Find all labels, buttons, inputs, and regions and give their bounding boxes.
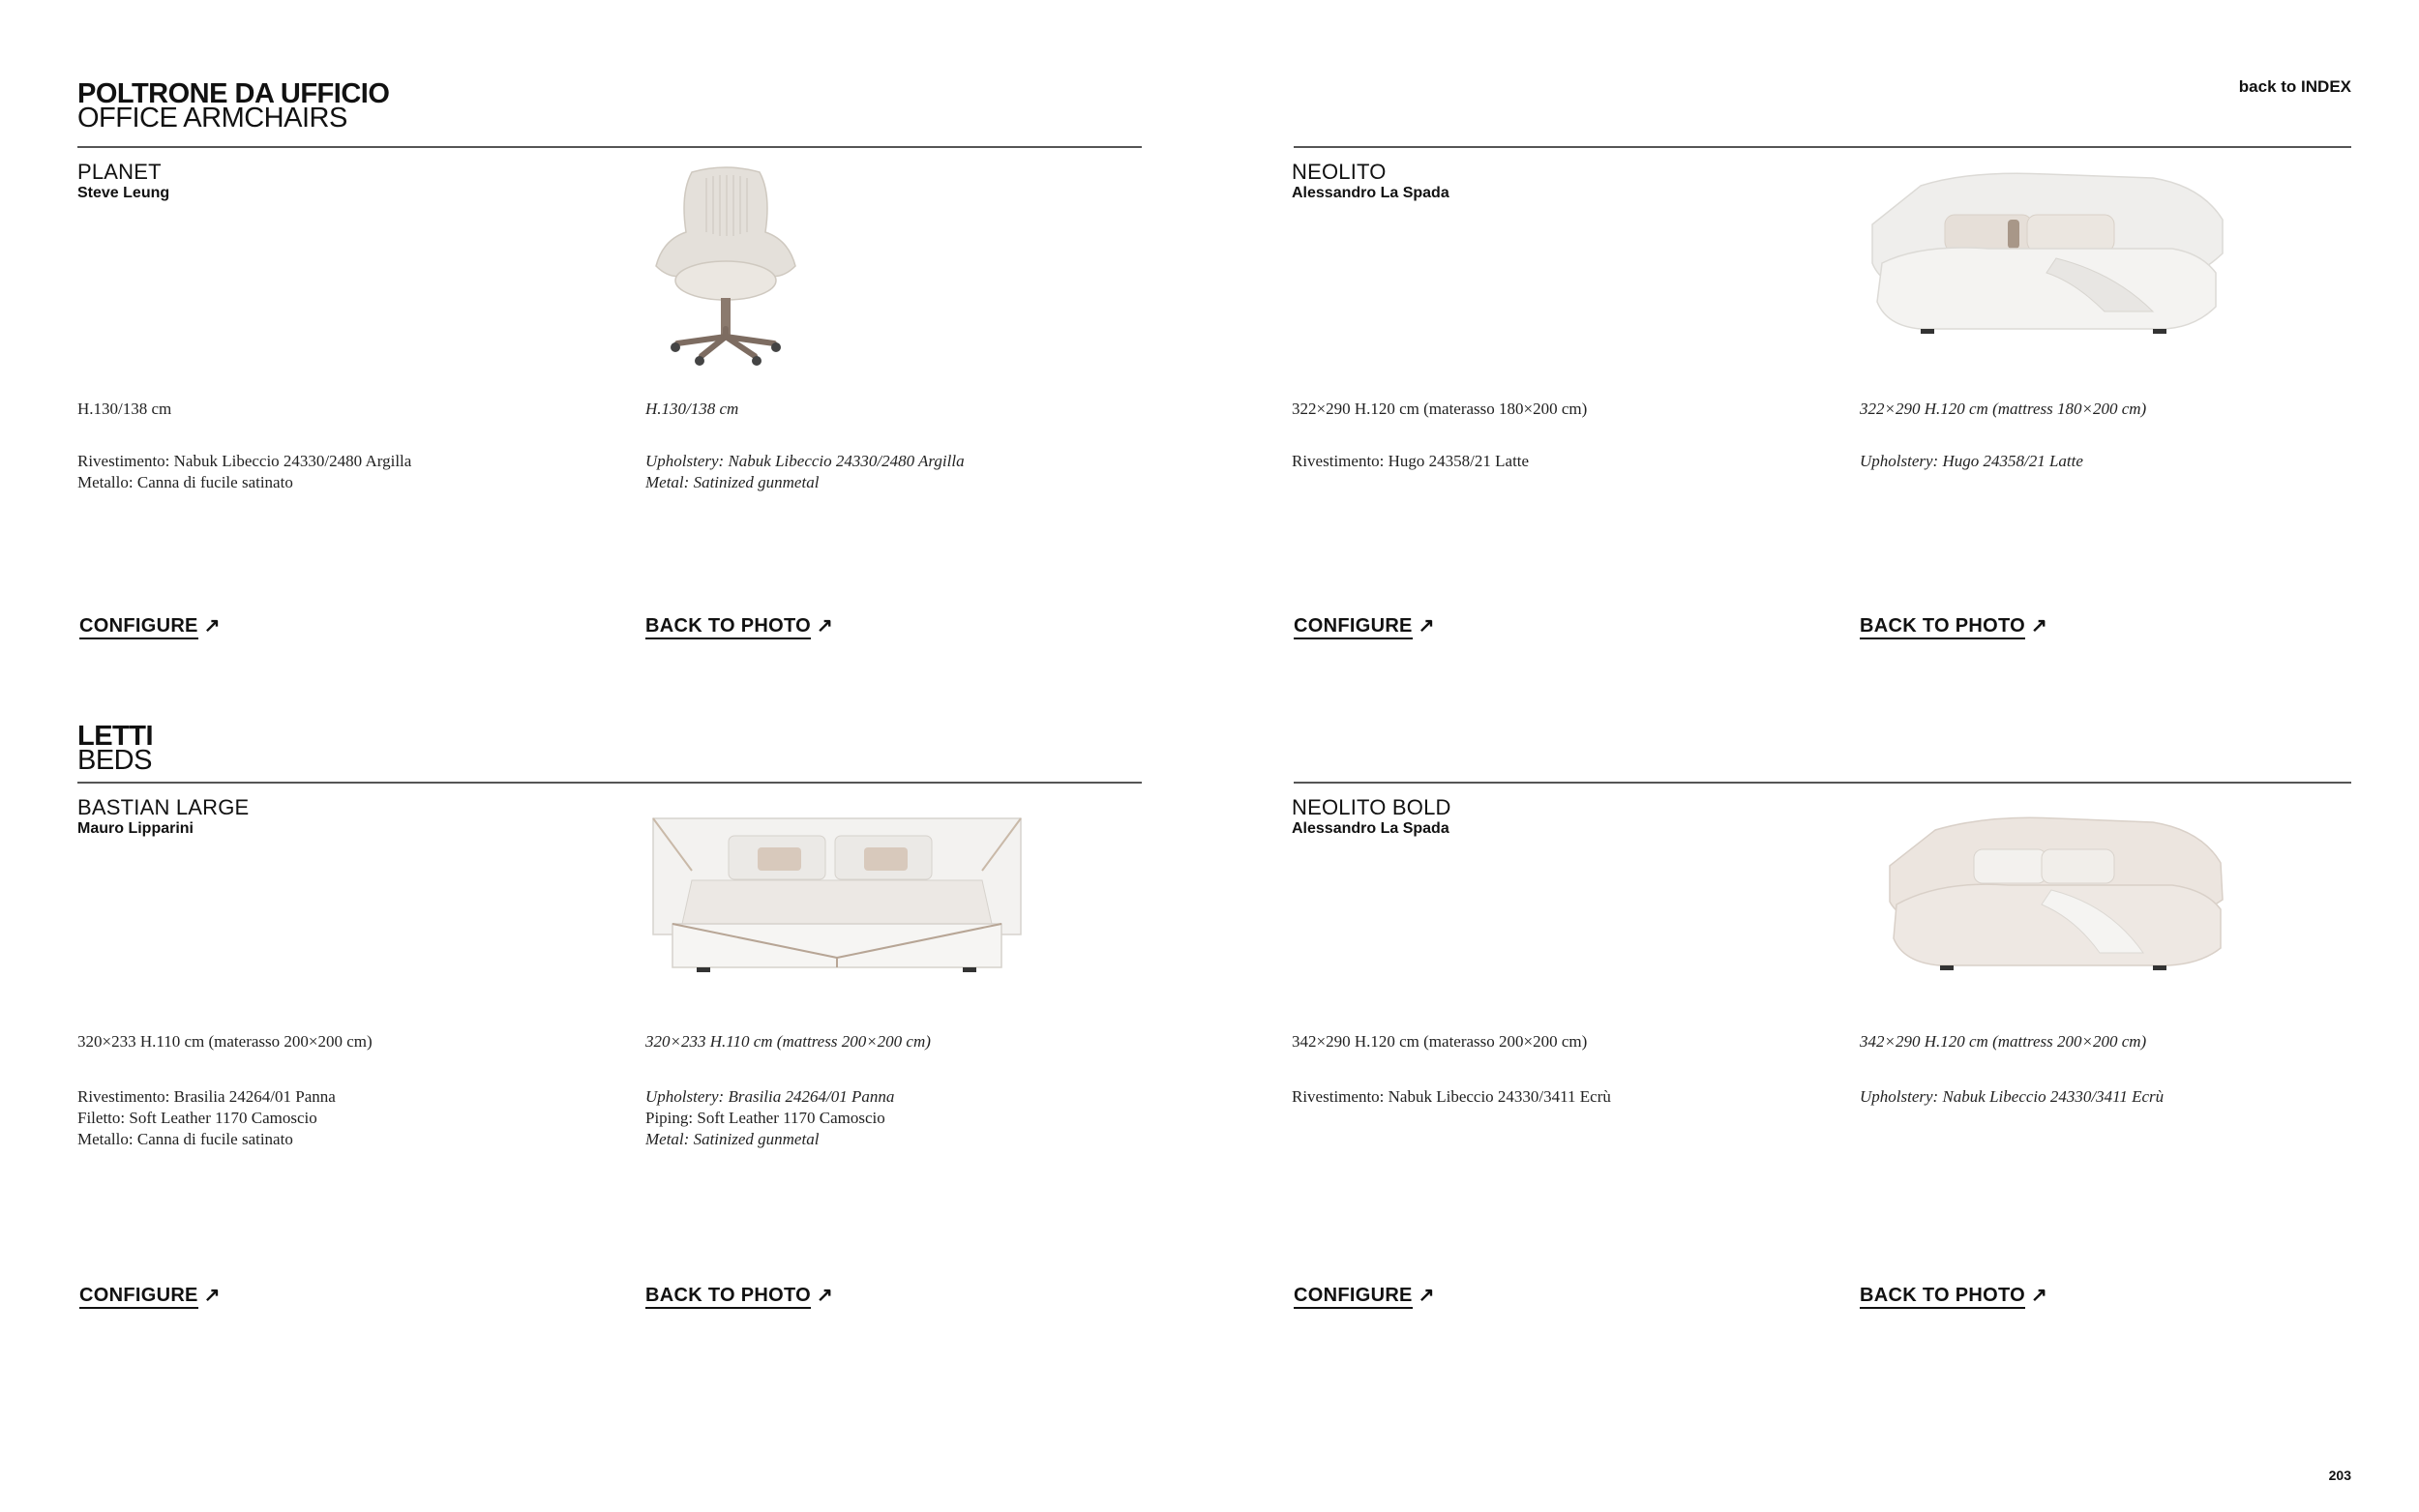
spec-line: Rivestimento: Nabuk Libeccio 24330/2480 Argilla bbox=[77, 452, 412, 470]
product-designer: Alessandro La Spada bbox=[1292, 820, 1449, 837]
dimensions-it: 322×290 H.120 cm (materasso 180×200 cm) bbox=[1292, 400, 1588, 418]
spec-line: Rivestimento: Hugo 24358/21 Latte bbox=[1292, 452, 1530, 470]
product-name: NEOLITO bbox=[1292, 160, 1387, 184]
divider bbox=[1294, 782, 2351, 784]
spec-line: Upholstery: Brasilia 24264/01 Panna bbox=[645, 1087, 895, 1106]
arrow-up-right-icon: ↗ bbox=[203, 615, 221, 637]
configure-label: CONFIGURE bbox=[1294, 615, 1413, 639]
specs-en bbox=[645, 451, 965, 493]
configure-link[interactable] bbox=[1294, 613, 1435, 637]
spec-line: Metallo: Canna di fucile satinato bbox=[77, 1130, 293, 1148]
product-designer: Mauro Lipparini bbox=[77, 820, 194, 837]
spec-line: Filetto: Soft Leather 1170 Camoscio bbox=[77, 1109, 317, 1127]
configure-label: CONFIGURE bbox=[79, 1285, 198, 1309]
configure-link[interactable] bbox=[1294, 1283, 1435, 1307]
section-title-en: OFFICE ARMCHAIRS bbox=[77, 103, 347, 133]
specs-en bbox=[1860, 1086, 2164, 1108]
divider bbox=[77, 146, 1142, 148]
back-to-photo-link[interactable] bbox=[1860, 1283, 2047, 1307]
spec-line: Metallo: Canna di fucile satinato bbox=[77, 473, 293, 491]
back-to-photo-label: BACK TO PHOTO bbox=[645, 1285, 811, 1309]
bed-photo bbox=[1882, 813, 2230, 977]
spec-line: Metal: Satinized gunmetal bbox=[645, 1130, 820, 1148]
back-to-photo-label: BACK TO PHOTO bbox=[1860, 1285, 2025, 1309]
spec-line: Upholstery: Nabuk Libeccio 24330/2480 Argilla bbox=[645, 452, 965, 470]
bed-photo bbox=[643, 813, 1079, 1006]
section-title-en: BEDS bbox=[77, 745, 152, 776]
section-title-it: LETTI bbox=[77, 721, 154, 752]
product-designer: Steve Leung bbox=[77, 185, 170, 201]
back-to-photo-label: BACK TO PHOTO bbox=[645, 615, 811, 639]
arrow-up-right-icon: ↗ bbox=[1418, 1285, 1435, 1306]
configure-label: CONFIGURE bbox=[1294, 1285, 1413, 1309]
configure-label: CONFIGURE bbox=[79, 615, 198, 639]
spec-line: Metal: Satinized gunmetal bbox=[645, 473, 820, 491]
spec-line: Upholstery: Nabuk Libeccio 24330/3411 Ecrù bbox=[1860, 1087, 2165, 1106]
spec-line: Rivestimento: Brasilia 24264/01 Panna bbox=[77, 1087, 336, 1106]
spec-line: Rivestimento: Nabuk Libeccio 24330/3411 Ecrù bbox=[1292, 1087, 1611, 1106]
back-to-photo-label: BACK TO PHOTO bbox=[1860, 615, 2025, 639]
spec-line: Piping: Soft Leather 1170 Camoscio bbox=[645, 1109, 885, 1127]
configure-link[interactable] bbox=[79, 613, 221, 637]
dimensions-en: 322×290 H.120 cm (mattress 180×200 cm) bbox=[1860, 400, 2147, 418]
office-armchair-photo bbox=[643, 164, 808, 368]
arrow-up-right-icon: ↗ bbox=[816, 1285, 834, 1306]
specs-it bbox=[77, 1086, 336, 1150]
arrow-up-right-icon: ↗ bbox=[816, 615, 834, 637]
page-number: 203 bbox=[2328, 1468, 2351, 1483]
product-designer: Alessandro La Spada bbox=[1292, 185, 1449, 201]
bed-photo bbox=[1863, 166, 2230, 341]
product-name: PLANET bbox=[77, 160, 162, 184]
section-title-office-armchairs bbox=[77, 78, 390, 133]
back-to-photo-link[interactable] bbox=[1860, 613, 2047, 637]
dimensions-en: 342×290 H.120 cm (mattress 200×200 cm) bbox=[1860, 1032, 2147, 1051]
dimensions-it: H.130/138 cm bbox=[77, 400, 172, 418]
specs-it bbox=[1292, 1086, 1611, 1108]
specs-en bbox=[1860, 451, 2083, 472]
dimensions-it: 342×290 H.120 cm (materasso 200×200 cm) bbox=[1292, 1032, 1588, 1051]
section-title-it: POLTRONE DA UFFICIO bbox=[77, 78, 390, 109]
configure-link[interactable] bbox=[79, 1283, 221, 1307]
back-to-photo-link[interactable] bbox=[645, 1283, 833, 1307]
product-name: NEOLITO BOLD bbox=[1292, 795, 1451, 819]
back-to-index-link[interactable]: back to INDEX bbox=[2238, 77, 2351, 96]
arrow-up-right-icon: ↗ bbox=[1418, 615, 1435, 637]
dimensions-it: 320×233 H.110 cm (materasso 200×200 cm) bbox=[77, 1032, 373, 1051]
divider bbox=[77, 782, 1142, 784]
back-to-photo-link[interactable] bbox=[645, 613, 833, 637]
dimensions-en: 320×233 H.110 cm (mattress 200×200 cm) bbox=[645, 1032, 931, 1051]
dimensions-en: H.130/138 cm bbox=[645, 400, 739, 418]
product-name: BASTIAN LARGE bbox=[77, 795, 250, 819]
arrow-up-right-icon: ↗ bbox=[203, 1285, 221, 1306]
specs-en bbox=[645, 1086, 894, 1150]
arrow-up-right-icon: ↗ bbox=[2030, 1285, 2048, 1306]
divider bbox=[1294, 146, 2351, 148]
arrow-up-right-icon: ↗ bbox=[2030, 615, 2048, 637]
specs-it bbox=[1292, 451, 1529, 472]
section-title-beds bbox=[77, 721, 154, 776]
specs-it bbox=[77, 451, 411, 493]
spec-line: Upholstery: Hugo 24358/21 Latte bbox=[1860, 452, 2083, 470]
